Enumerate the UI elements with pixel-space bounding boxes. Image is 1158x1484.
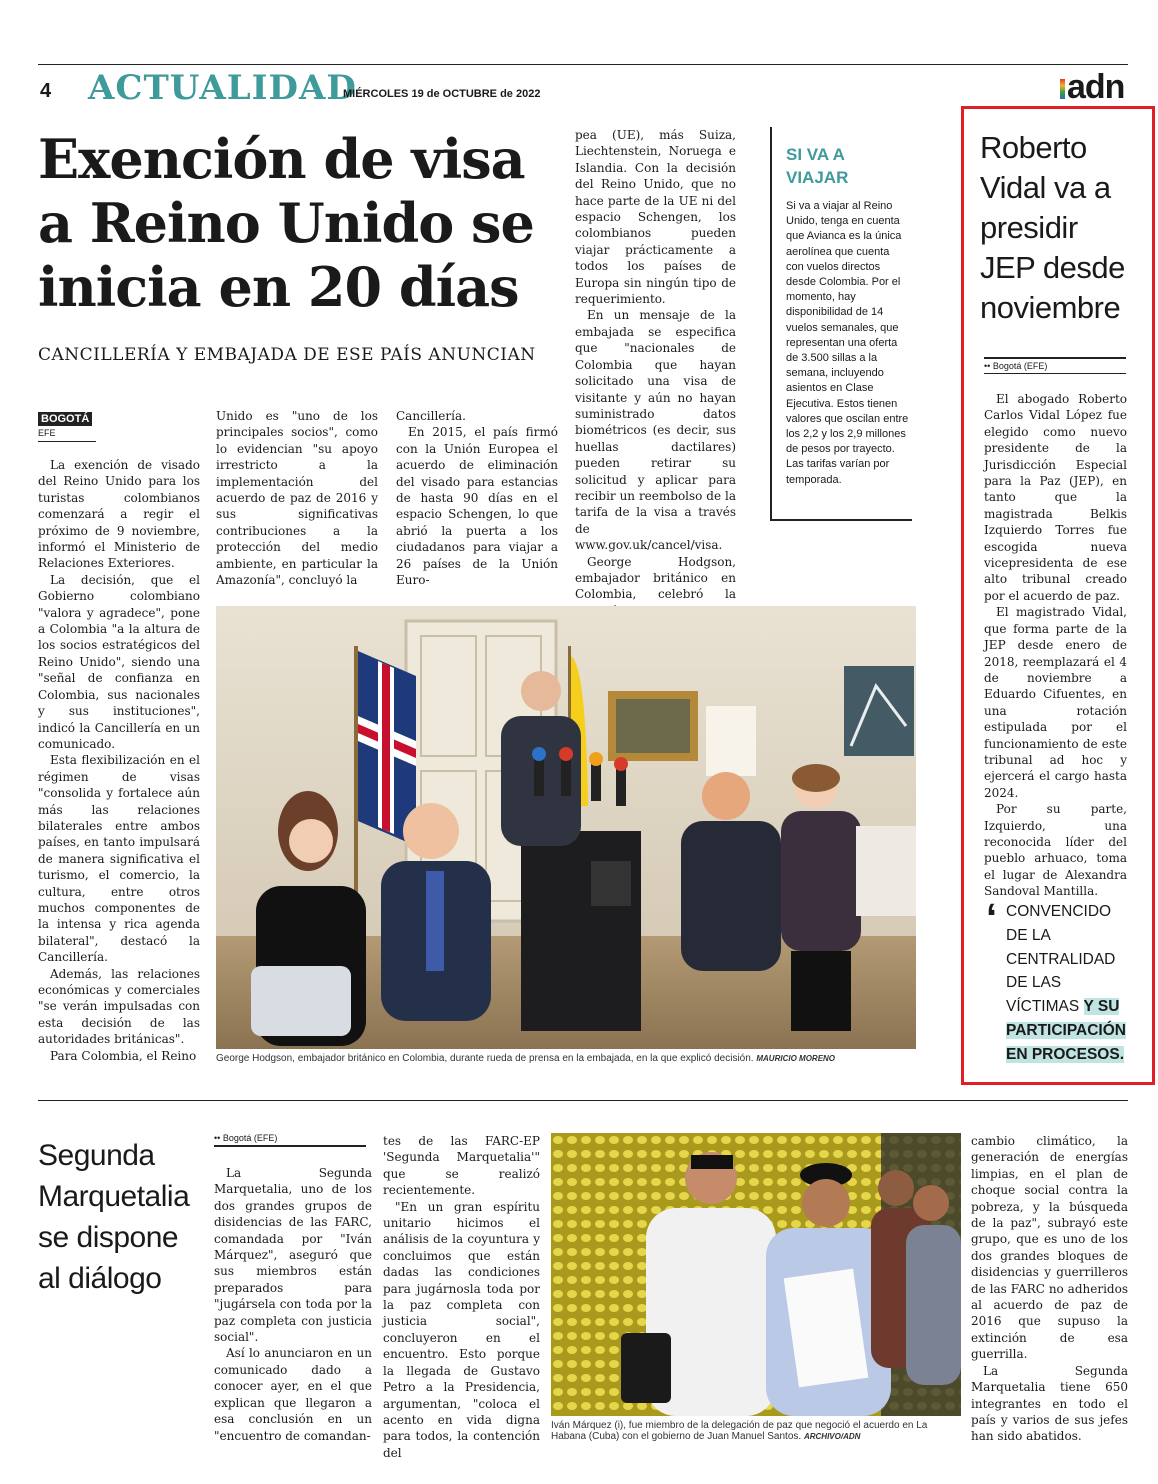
- dateline-agency: EFE: [38, 428, 96, 442]
- marquetalia-headline: Segunda Marquetalia se dispone al diálogo: [38, 1139, 190, 1295]
- paragraph: El abogado Roberto Carlos Vidal López fue elegido como nuevo presidente de la Jurisdicción Especial para la Paz (JEP), en tanto que la magistrada Belkis Izquierdo Torres fue escogida nueva vicepresidenta de ese alto tribunal creado por el acuerdo de paz.: [984, 392, 1127, 603]
- paragraph: En un mensaje de la embajada se especifica que "nacionales de Colombia que hayan solicitado una visa de visitante y aún no hayan suministrado datos biométricos (es decir, sus huellas dactilares) pueden retirar su solicitud y aplicar para recibir un reembolso de la tarifa de la visa a través de www.gov.uk/cancel/visa.: [575, 308, 736, 553]
- paragraph: George Hodgson, embajador británico en Colombia, celebró la: [575, 554, 736, 602]
- paragraph: Además, las relaciones económicas y comerciales "se verán impulsadas con esta decisión de las autoridades británicas".: [38, 966, 200, 1047]
- press-conference-photo: [216, 606, 916, 1049]
- jep-byline: •• Bogotá (EFE): [984, 357, 1126, 374]
- bottom-section-rule: [38, 1100, 1128, 1101]
- paragraph: "En un gran espíritu unitario hicimos el análisis de la coyuntura y concluimos que están dadas las condiciones para jugárnosla toda por la paz completa con justicia social", concluyeron en el encuentro. Esto porque la llegada de Gustavo Petro a la Presidencia, argumentan, "coloca el acento en vida digna para todos, la contención del: [383, 1199, 540, 1460]
- quote-mark-icon: ‘: [986, 896, 998, 940]
- jep-headline: Roberto Vidal va a presidir JEP desde noviembre: [980, 130, 1125, 325]
- travel-info-box: [770, 127, 912, 521]
- marquez-photo: [551, 1133, 961, 1416]
- marquez-photo-caption: [551, 1420, 961, 1442]
- jep-body: [984, 391, 1127, 900]
- main-column-1: [38, 457, 200, 1064]
- marquez-illustration: [551, 1133, 961, 1416]
- main-headline: Exención de visa a Reino Unido se inicia en 20 días: [38, 127, 534, 319]
- issue-date: MIÉRCOLES 19 de OCTUBRE de 2022: [343, 88, 541, 100]
- paragraph: Así lo anunciaron en un comunicado dado a conocer ayer, en el que explican que llegaron a esa conclusión en un "encuentro de comandan-: [214, 1346, 372, 1443]
- paragraph: La exención de visado del Reino Unido para los turistas colombianos comenzará a regir el próximo de 9 noviembre, informó el Ministerio de Relaciones Exteriores.: [38, 458, 200, 571]
- travel-info-body: Si va a viajar al Reino Unido, tenga en cuenta que Avianca es la única aerolínea que cuenta con vuelos directos desde Colombia. Por el momento, hay disponibilidad de 14 vuelos semanales, que representan una oferta de 3.500 sillas a la semana, incluyendo asientos en Clase Ejecutiva. Estos tienen valores que oscilan entre los 2,2 y los 2,9 millones de pesos por trayecto.: [786, 200, 909, 456]
- paragraph: Cancillería.: [396, 409, 466, 423]
- paragraph: En 2015, el país firmó con la Unión Europea el acuerdo de eliminación del visado para estancias de hasta 90 días en el espacio Schengen, lo que abrió la puerta a los ciudadanos para viajar a 26 países de la Unión Euro-: [396, 425, 558, 588]
- marquetalia-column-1: [214, 1165, 372, 1444]
- paragraph: tes de las FARC-EP 'Segunda Marquetalia'" que se realizó recientemente.: [383, 1134, 540, 1198]
- section-title: ACTUALIDAD: [88, 68, 357, 108]
- main-photo-caption: [216, 1053, 916, 1064]
- paragraph: Esta flexibilización en el régimen de visas "consolida y fortalece aún más las relaciones bilaterales entre ambos países, en tanto impulsará de manera significativa el turismo, el comercio, la cultura, entre otros muchos componentes de la intensa y rica agenda bilateral", destacó la Cancillería.: [38, 753, 200, 965]
- main-column-3: [396, 408, 558, 588]
- paragraph: La Segunda Marquetalia tiene 650 integrantes en todo el país y varios de sus jefes han sido abatidos.: [971, 1363, 1128, 1444]
- paragraph: cambio climático, la generación de energías limpias, en el plan de choque social contra la pobreza, y la búsqueda de la paz", subrayó este grupo, que es uno de los dos grandes bloques de disidencias y guerrilleros de las FARC no adheridos al acuerdo de paz de 2016 que supuso la extinción de esa guerrilla.: [971, 1134, 1128, 1362]
- paragraph: Por su parte, Izquierdo, una reconocida líder del pueblo arhuaco, toma el lugar de Alexandra Sandoval Mantilla.: [984, 802, 1127, 899]
- marquez-photo-caption-text: Iván Márquez (i), fue miembro de la delegación de paz que negoció el acuerdo en La Habana (Cuba) con el gobierno de Juan Manuel Santos.: [551, 1420, 928, 1442]
- press-conference-illustration: [216, 606, 916, 1049]
- logo-color-bar: [1060, 79, 1065, 99]
- main-column-2: [216, 408, 378, 588]
- marquetalia-column-3: [971, 1133, 1128, 1445]
- main-photo-caption-text: George Hodgson, embajador británico en Colombia, durante rueda de prensa en la embajada, en la que explicó decisión.: [216, 1053, 754, 1064]
- pull-quote-text: [986, 896, 1126, 1067]
- pull-quote-plain: CONVENCIDO DE LA CENTRALIDAD DE LAS VÍCTIMAS: [1006, 903, 1116, 1016]
- dateline: [38, 407, 96, 442]
- travel-info-text: [786, 199, 910, 488]
- main-column-4: [575, 127, 736, 619]
- pull-quote-highlight: Y SU PARTICIPACIÓN EN PROCESOS.: [1006, 998, 1126, 1063]
- travel-info-title: SI VA A VIAJAR: [786, 145, 849, 187]
- adn-logo: [1060, 68, 1124, 107]
- masthead-rule: [38, 64, 1128, 65]
- logo-text: adn: [1067, 68, 1125, 106]
- pull-quote: [986, 896, 1126, 1067]
- marquetalia-byline: •• Bogotá (EFE): [214, 1133, 366, 1147]
- jep-byline-text: Bogotá (EFE): [992, 361, 1048, 371]
- travel-info-note: Las tarifas varían por temporada.: [786, 458, 890, 486]
- main-subhead: CANCILLERÍA Y EMBAJADA DE ESE PAÍS ANUNCIAN: [38, 345, 536, 365]
- paragraph: pea (UE), más Suiza, Liechtenstein, Noruega e Islandia. Con la decisión del Reino Unido, que no hace parte de la UE ni del espacio Schengen, los colombianos pueden viajar prácticamente a todos los países de Europa sin ningún tipo de requerimiento.: [575, 128, 736, 307]
- page-number: 4: [40, 80, 52, 102]
- paragraph: La decisión, que el Gobierno colombiano "valora y agradece", pone a Colombia "a la altura de los socios estratégicos del Reino Unido", siendo una "señal de confianza en Colombia, sus nacionales y sus instituciones", indicó la Cancillería en un comunicado.: [38, 572, 200, 751]
- paragraph: Unido es "uno de los principales socios", como lo evidencian "su apoyo irrestricto a la implementación del acuerdo de paz de 2016 y sus significativas contribuciones a la protección del medio ambiente, en particular la Amazonía", concluyó la: [216, 409, 378, 588]
- paragraph: El magistrado Vidal, que forma parte de la JEP desde enero de 2018, reemplazará el 4 de noviembre a Eduardo Cifuentes, en una rotación estipulada por el funcionamiento de este tribunal ad hoc y ejercerá el cargo hasta 2024.: [984, 605, 1127, 800]
- marquetalia-column-2: [383, 1133, 540, 1461]
- marquez-photo-credit: ARCHIVO/ADN: [803, 1432, 861, 1441]
- paragraph: Para Colombia, el Reino: [50, 1048, 197, 1063]
- paragraph: La Segunda Marquetalia, uno de los dos grandes grupos de disidencias de las FARC, comandada por "Iván Márquez", aseguró que sus miembros están preparados para "jugársela con toda por la paz completa con justicia social".: [214, 1166, 372, 1345]
- marquetalia-byline-text: Bogotá (EFE): [222, 1133, 278, 1143]
- dateline-city: BOGOTÁ: [38, 412, 92, 426]
- main-photo-credit: MAURICIO MORENO: [756, 1054, 836, 1063]
